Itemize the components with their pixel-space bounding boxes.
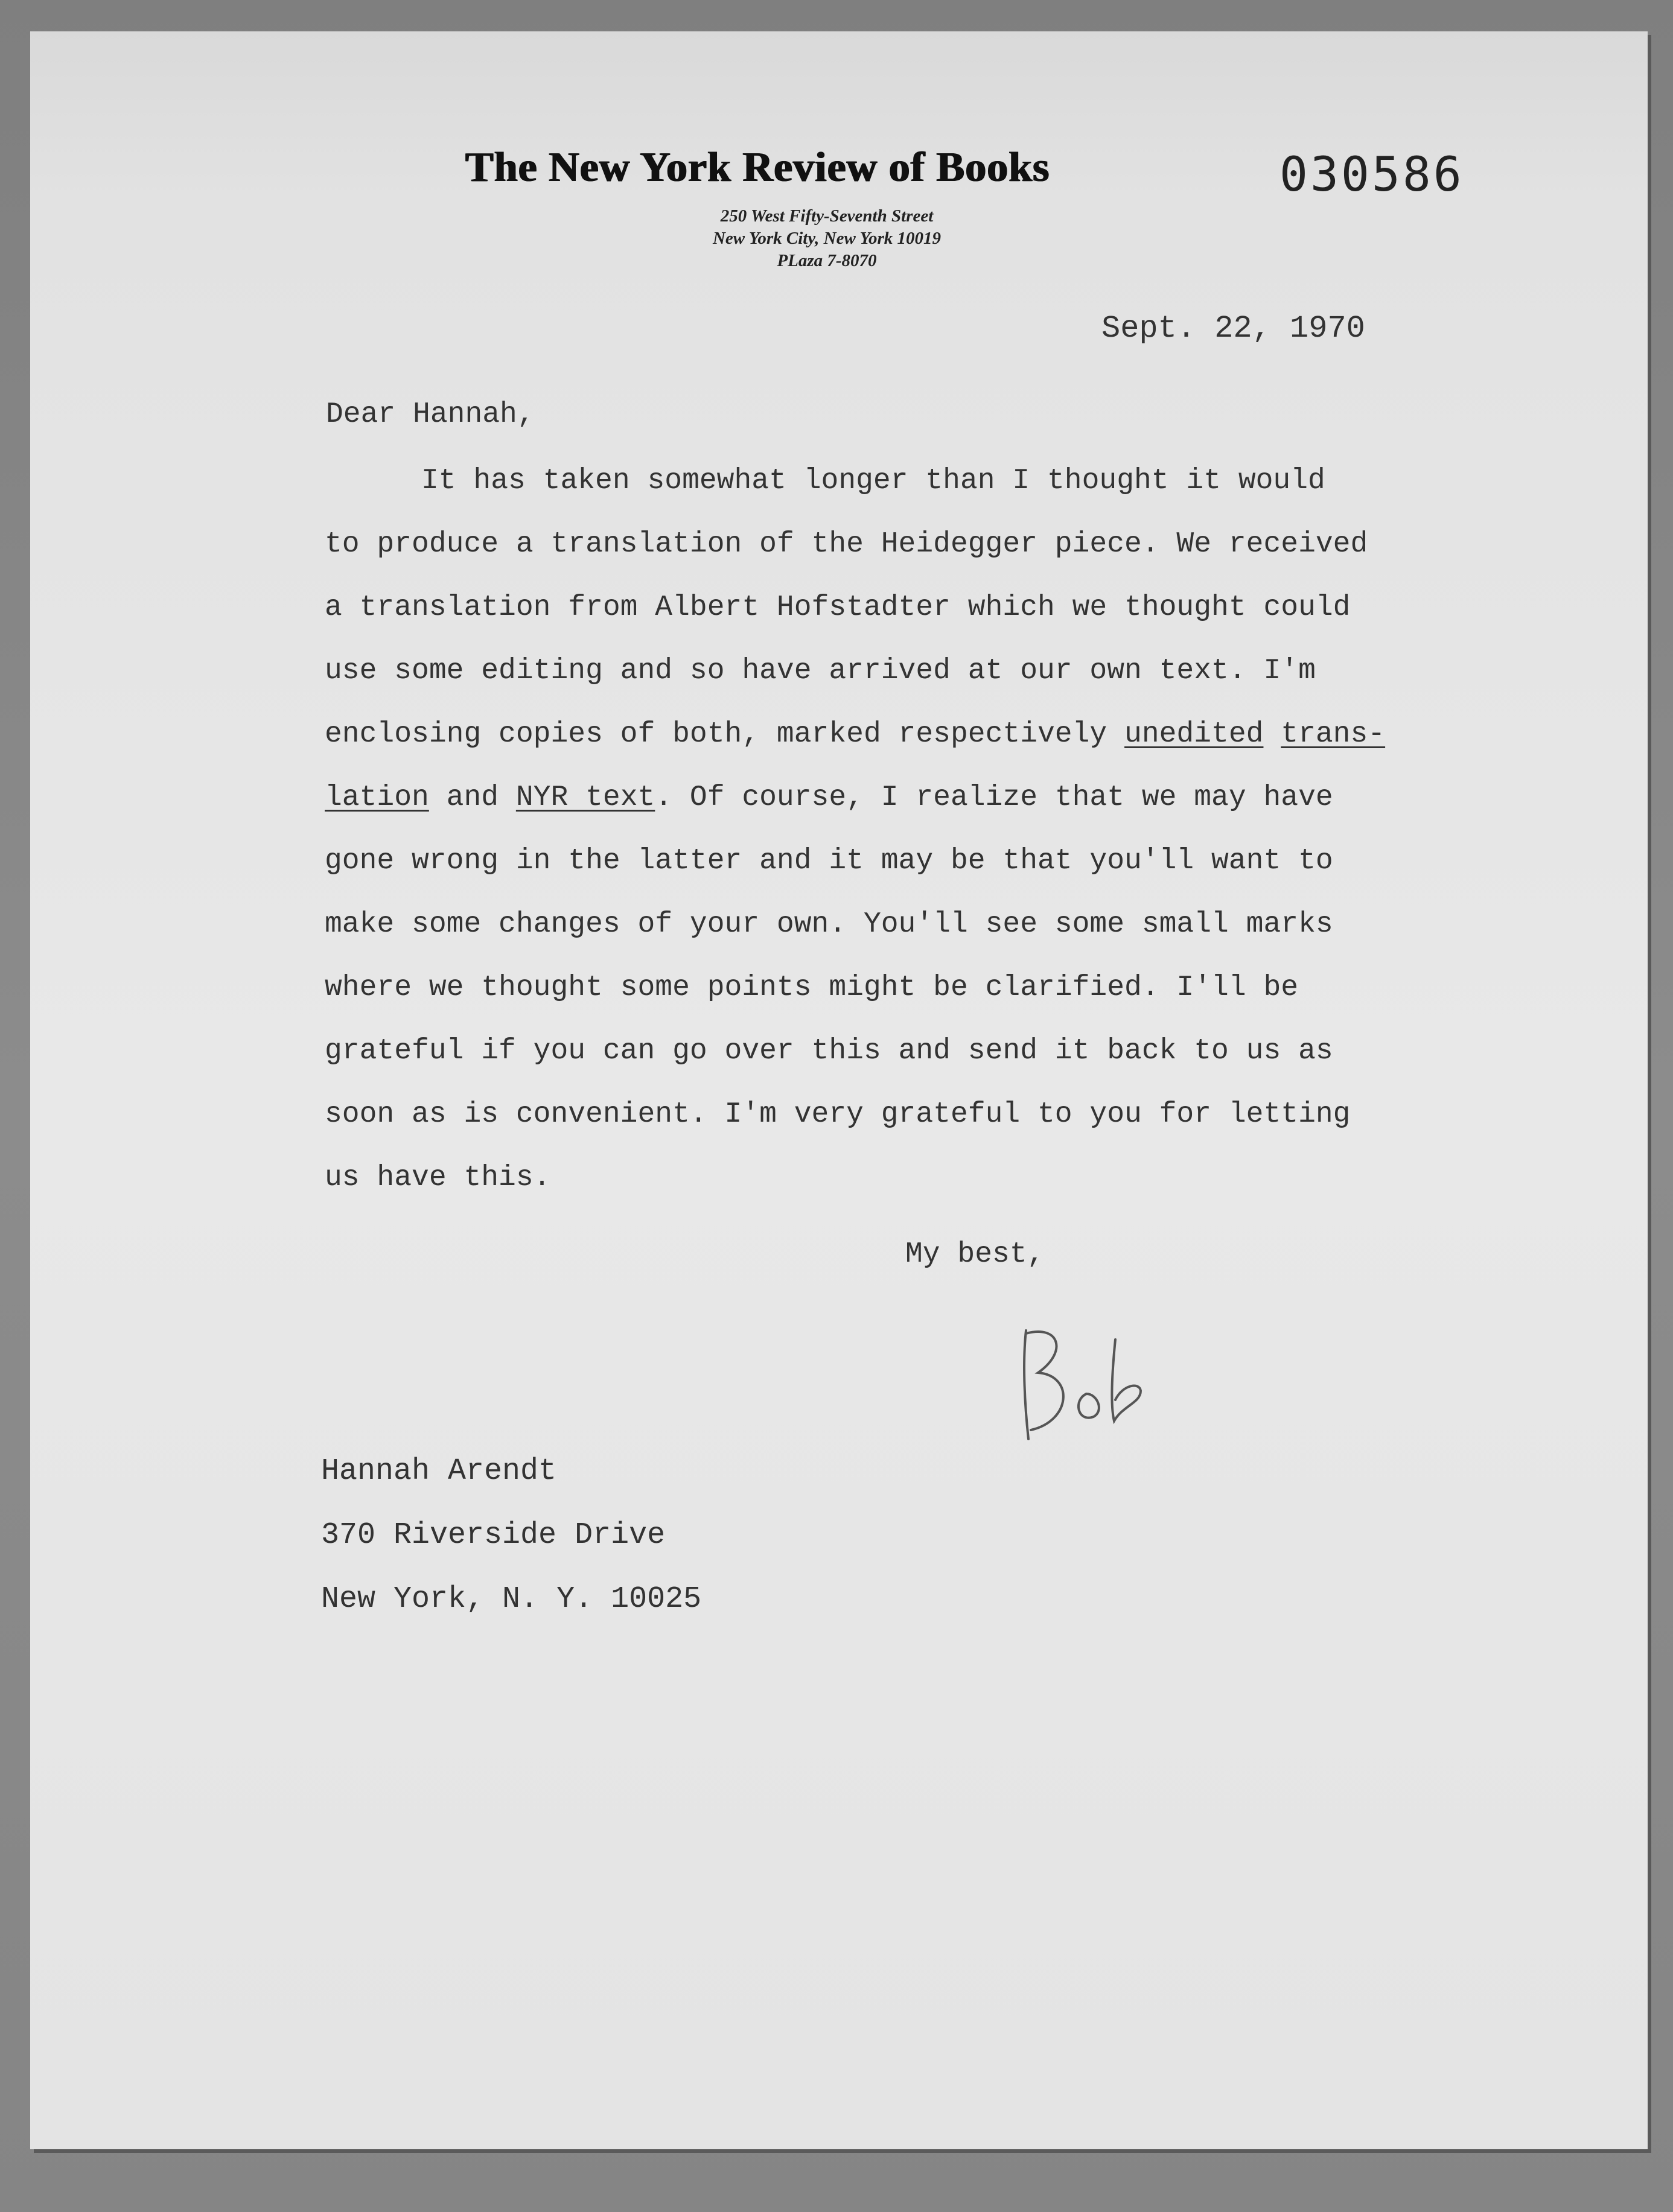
recipient-street: 370 Riverside Drive (321, 1518, 666, 1553)
closing: My best, (905, 1238, 1045, 1271)
body-line: a translation from Albert Hofstadter which we thought could (325, 591, 1351, 624)
body-line: make some changes of your own. You'll see some small marks (325, 908, 1333, 941)
letterhead-city: New York City, New York 10019 (712, 229, 942, 248)
recipient-name: Hannah Arendt (321, 1454, 557, 1489)
letterhead-address (652, 205, 1002, 272)
body-line: to produce a translation of the Heidegger piece. We received (325, 528, 1368, 561)
underlined-text: trans- (1281, 718, 1386, 751)
body-text-segment: and (429, 781, 516, 814)
body-line (325, 781, 1385, 845)
handwritten-signature (1002, 1315, 1159, 1448)
recipient-city: New York, N. Y. 10025 (321, 1582, 702, 1616)
recipient-address (321, 1454, 701, 1646)
body-text-segment: . Of course, I realize that we may have (655, 781, 1333, 814)
underlined-text: NYR text (515, 781, 655, 814)
underlined-text: unedited (1124, 718, 1264, 751)
body-line (325, 718, 1385, 781)
body-line: grateful if you can go over this and send it back to us as (325, 1035, 1333, 1067)
body-text-segment: enclosing copies of both, marked respectively (325, 718, 1125, 751)
salutation: Dear Hannah, (326, 398, 535, 431)
body-line: use some editing and so have arrived at our own text. I'm (325, 655, 1316, 687)
letterhead-title: The New York Review of Books (465, 144, 1050, 191)
body-line: where we thought some points might be clarified. I'll be (325, 971, 1299, 1004)
signature-icon (1002, 1315, 1159, 1448)
letter-body (325, 465, 1385, 1225)
letterhead-phone: PLaza 7-8070 (777, 251, 877, 270)
body-line: soon as is convenient. I'm very grateful to you for letting (325, 1098, 1351, 1131)
body-line: It has taken somewhat longer than I thought it would (421, 465, 1325, 497)
body-text-segment (1263, 718, 1281, 751)
letter-date: Sept. 22, 1970 (1101, 311, 1365, 346)
document-number: 030586 (1279, 148, 1464, 202)
body-line: us have this. (325, 1162, 551, 1194)
letterhead-street: 250 West Fifty-Seventh Street (720, 206, 934, 226)
underlined-text: lation (325, 781, 429, 814)
body-line: gone wrong in the latter and it may be that you'll want to (325, 845, 1333, 877)
